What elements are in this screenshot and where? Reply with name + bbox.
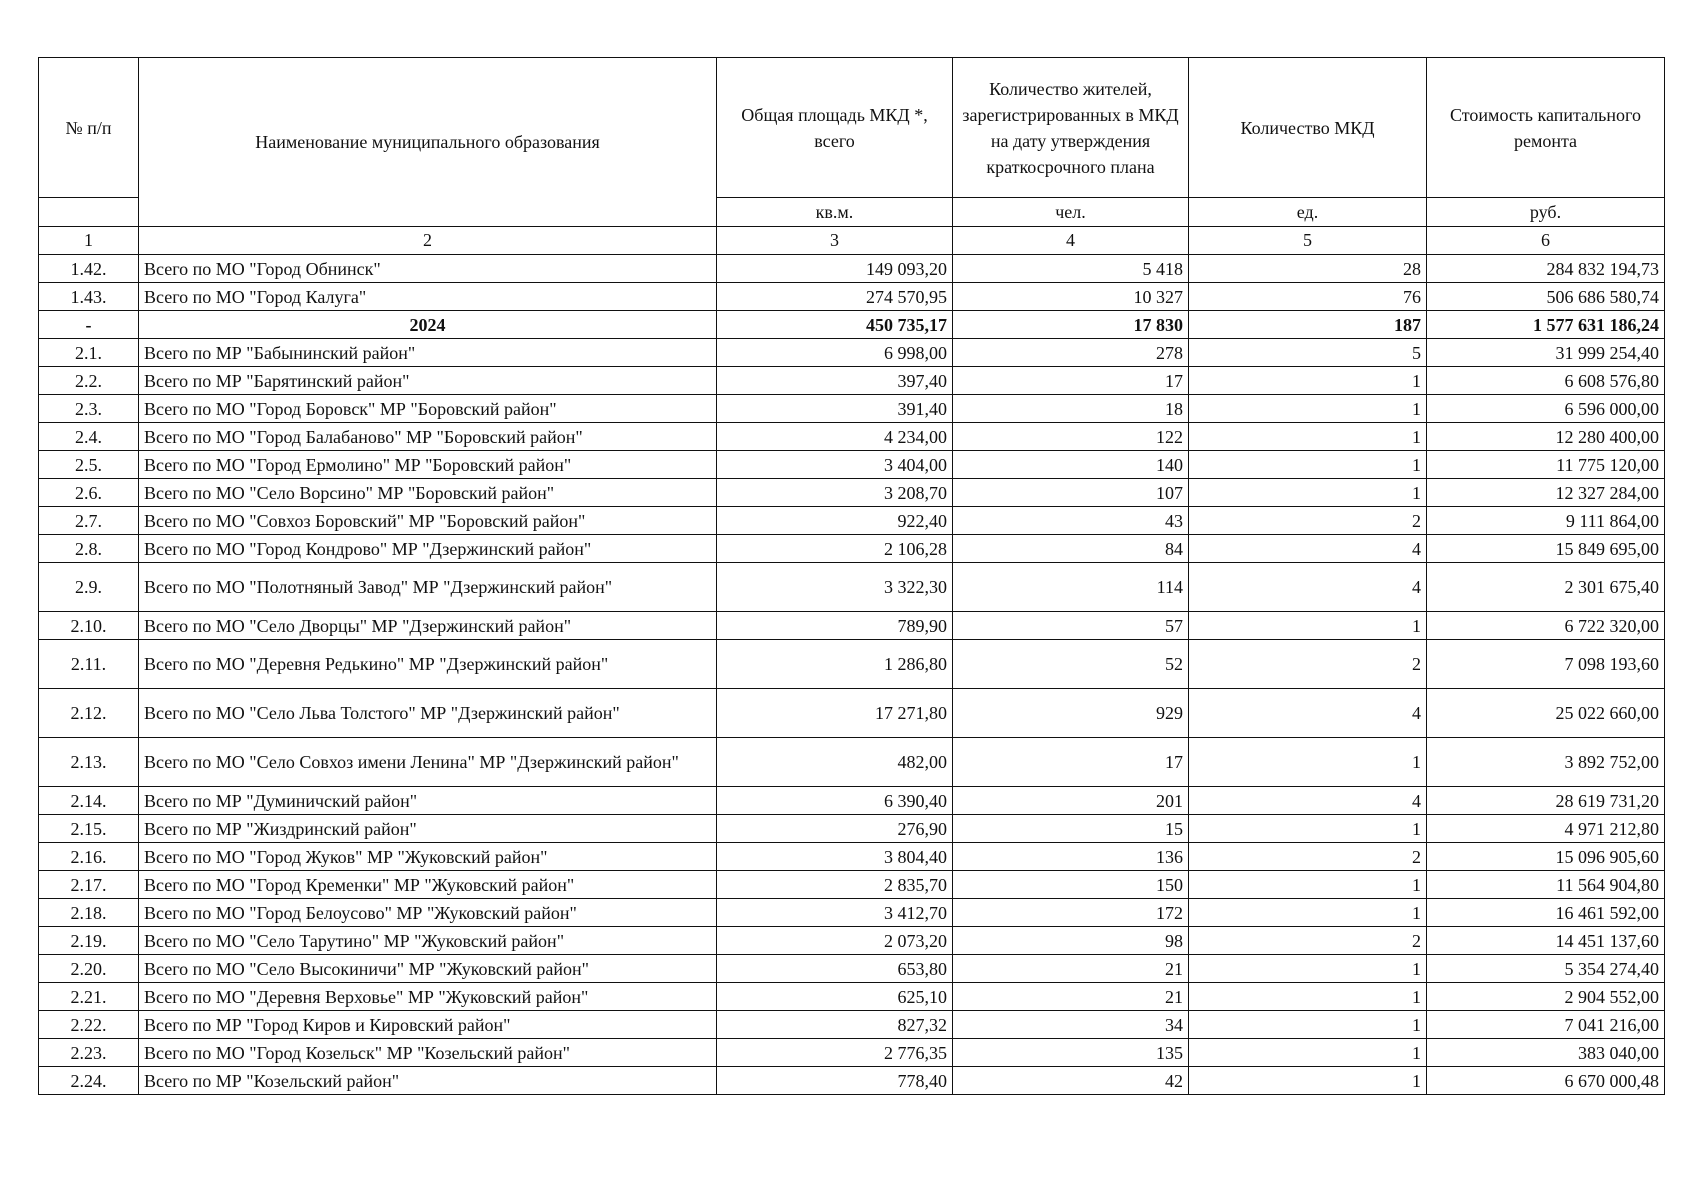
total-area: 3 404,00 [717, 451, 953, 479]
residents-count: 140 [953, 451, 1189, 479]
residents-count: 135 [953, 1039, 1189, 1067]
table-row [39, 535, 1665, 563]
repair-cost: 6 722 320,00 [1427, 612, 1665, 640]
table-row [39, 689, 1665, 738]
residents-count: 42 [953, 1067, 1189, 1095]
municipality-name: Всего по МО "Деревня Верховье" МР "Жуковский район" [139, 983, 717, 1011]
municipality-name: Всего по МО "Город Козельск" МР "Козельский район" [139, 1039, 717, 1067]
unit-cell-empty [39, 198, 139, 227]
column-number: 1 [39, 227, 139, 255]
repair-cost: 31 999 254,40 [1427, 339, 1665, 367]
total-area: 2 073,20 [717, 927, 953, 955]
building-count: 1 [1189, 1067, 1427, 1095]
total-area: 4 234,00 [717, 423, 953, 451]
row-number: 2.8. [39, 535, 139, 563]
unit-area: кв.м. [717, 198, 953, 227]
municipality-name: Всего по МО "Деревня Редькино" МР "Дзержинский район" [139, 640, 717, 689]
building-count: 4 [1189, 787, 1427, 815]
residents-count: 84 [953, 535, 1189, 563]
total-area: 17 271,80 [717, 689, 953, 738]
row-number: 2.2. [39, 367, 139, 395]
repair-cost: 2 301 675,40 [1427, 563, 1665, 612]
header-repair-cost: Стоимость капитального ремонта [1427, 58, 1665, 198]
repair-cost: 12 327 284,00 [1427, 479, 1665, 507]
repair-cost: 1 577 631 186,24 [1427, 311, 1665, 339]
table-row [39, 1039, 1665, 1067]
repair-cost: 14 451 137,60 [1427, 927, 1665, 955]
table-row [39, 787, 1665, 815]
row-number: 2.18. [39, 899, 139, 927]
municipality-name: Всего по МО "Город Балабаново" МР "Боровский район" [139, 423, 717, 451]
total-area: 789,90 [717, 612, 953, 640]
residents-count: 98 [953, 927, 1189, 955]
total-area: 397,40 [717, 367, 953, 395]
repair-cost: 16 461 592,00 [1427, 899, 1665, 927]
repair-cost: 4 971 212,80 [1427, 815, 1665, 843]
municipality-name: Всего по МО "Село Тарутино" МР "Жуковский район" [139, 927, 717, 955]
repair-cost: 5 354 274,40 [1427, 955, 1665, 983]
municipality-name: Всего по МО "Село Совхоз имени Ленина" МР "Дзержинский район" [139, 738, 717, 787]
municipality-name: Всего по МО "Город Обнинск" [139, 255, 717, 283]
municipality-name: Всего по МО "Город Ермолино" МР "Боровский район" [139, 451, 717, 479]
table-row [39, 612, 1665, 640]
table-row [39, 395, 1665, 423]
table-row [39, 871, 1665, 899]
municipality-name: 2024 [139, 311, 717, 339]
row-number: 2.19. [39, 927, 139, 955]
building-count: 2 [1189, 507, 1427, 535]
row-number: 2.16. [39, 843, 139, 871]
total-area: 922,40 [717, 507, 953, 535]
repair-cost: 383 040,00 [1427, 1039, 1665, 1067]
municipality-name: Всего по МР "Жиздринский район" [139, 815, 717, 843]
table-row [39, 983, 1665, 1011]
residents-count: 57 [953, 612, 1189, 640]
building-count: 5 [1189, 339, 1427, 367]
municipality-name: Всего по МР "Думиничский район" [139, 787, 717, 815]
residents-count: 18 [953, 395, 1189, 423]
building-count: 76 [1189, 283, 1427, 311]
residents-count: 929 [953, 689, 1189, 738]
total-area: 827,32 [717, 1011, 953, 1039]
building-count: 187 [1189, 311, 1427, 339]
building-count: 1 [1189, 612, 1427, 640]
municipality-name: Всего по МО "Село Льва Толстого" МР "Дзержинский район" [139, 689, 717, 738]
building-count: 1 [1189, 871, 1427, 899]
repair-cost: 3 892 752,00 [1427, 738, 1665, 787]
table-row [39, 507, 1665, 535]
header-residents: Количество жителей, зарегистрированных в МКД на дату утверждения краткосрочного плана [953, 58, 1189, 198]
total-area: 274 570,95 [717, 283, 953, 311]
building-count: 1 [1189, 451, 1427, 479]
table-row [39, 1011, 1665, 1039]
repair-cost: 6 670 000,48 [1427, 1067, 1665, 1095]
total-area: 2 776,35 [717, 1039, 953, 1067]
municipality-name: Всего по МО "Совхоз Боровский" МР "Боровский район" [139, 507, 717, 535]
total-area: 450 735,17 [717, 311, 953, 339]
repair-cost: 25 022 660,00 [1427, 689, 1665, 738]
repair-cost: 28 619 731,20 [1427, 787, 1665, 815]
total-area: 149 093,20 [717, 255, 953, 283]
municipality-name: Всего по МО "Село Высокиничи" МР "Жуковский район" [139, 955, 717, 983]
table-row [39, 311, 1665, 339]
row-number: 2.5. [39, 451, 139, 479]
column-number: 4 [953, 227, 1189, 255]
municipality-name: Всего по МР "Козельский район" [139, 1067, 717, 1095]
municipality-name: Всего по МР "Барятинский район" [139, 367, 717, 395]
table-row [39, 899, 1665, 927]
building-count: 1 [1189, 367, 1427, 395]
residents-count: 21 [953, 955, 1189, 983]
total-area: 3 208,70 [717, 479, 953, 507]
table-row [39, 927, 1665, 955]
row-number: 2.6. [39, 479, 139, 507]
row-number: 1.42. [39, 255, 139, 283]
total-area: 6 390,40 [717, 787, 953, 815]
repair-cost: 9 111 864,00 [1427, 507, 1665, 535]
capital-repair-plan-table [38, 57, 1665, 1095]
total-area: 276,90 [717, 815, 953, 843]
municipality-name: Всего по МО "Город Белоусово" МР "Жуковский район" [139, 899, 717, 927]
total-area: 482,00 [717, 738, 953, 787]
table-row [39, 451, 1665, 479]
total-area: 3 322,30 [717, 563, 953, 612]
repair-cost: 15 849 695,00 [1427, 535, 1665, 563]
residents-count: 136 [953, 843, 1189, 871]
row-number: 1.43. [39, 283, 139, 311]
building-count: 1 [1189, 815, 1427, 843]
row-number: 2.7. [39, 507, 139, 535]
repair-cost: 11 564 904,80 [1427, 871, 1665, 899]
building-count: 4 [1189, 535, 1427, 563]
total-area: 625,10 [717, 983, 953, 1011]
municipality-name: Всего по МО "Город Кременки" МР "Жуковский район" [139, 871, 717, 899]
building-count: 2 [1189, 843, 1427, 871]
residents-count: 5 418 [953, 255, 1189, 283]
residents-count: 17 [953, 367, 1189, 395]
table-row [39, 640, 1665, 689]
column-number: 6 [1427, 227, 1665, 255]
repair-cost: 7 041 216,00 [1427, 1011, 1665, 1039]
row-number: 2.17. [39, 871, 139, 899]
table-row [39, 283, 1665, 311]
repair-cost: 15 096 905,60 [1427, 843, 1665, 871]
table-row [39, 843, 1665, 871]
building-count: 4 [1189, 689, 1427, 738]
total-area: 3 804,40 [717, 843, 953, 871]
row-number: 2.21. [39, 983, 139, 1011]
unit-residents: чел. [953, 198, 1189, 227]
repair-cost: 11 775 120,00 [1427, 451, 1665, 479]
header-building-count: Количество МКД [1189, 58, 1427, 198]
row-number: 2.12. [39, 689, 139, 738]
building-count: 1 [1189, 395, 1427, 423]
row-number: 2.14. [39, 787, 139, 815]
table-row [39, 423, 1665, 451]
total-area: 6 998,00 [717, 339, 953, 367]
repair-cost: 6 596 000,00 [1427, 395, 1665, 423]
residents-count: 10 327 [953, 283, 1189, 311]
unit-cost: руб. [1427, 198, 1665, 227]
row-number: 2.9. [39, 563, 139, 612]
total-area: 778,40 [717, 1067, 953, 1095]
table-row [39, 479, 1665, 507]
residents-count: 17 [953, 738, 1189, 787]
municipality-name: Всего по МР "Бабынинский район" [139, 339, 717, 367]
row-number: 2.24. [39, 1067, 139, 1095]
municipality-name: Всего по МО "Город Боровск" МР "Боровский район" [139, 395, 717, 423]
table-row [39, 738, 1665, 787]
repair-cost: 12 280 400,00 [1427, 423, 1665, 451]
row-number: 2.20. [39, 955, 139, 983]
residents-count: 43 [953, 507, 1189, 535]
row-number: 2.10. [39, 612, 139, 640]
row-number: 2.13. [39, 738, 139, 787]
table-row [39, 563, 1665, 612]
table-row [39, 339, 1665, 367]
building-count: 1 [1189, 1039, 1427, 1067]
building-count: 1 [1189, 423, 1427, 451]
row-number: 2.15. [39, 815, 139, 843]
column-number: 5 [1189, 227, 1427, 255]
repair-cost: 506 686 580,74 [1427, 283, 1665, 311]
residents-count: 278 [953, 339, 1189, 367]
building-count: 4 [1189, 563, 1427, 612]
building-count: 1 [1189, 955, 1427, 983]
residents-count: 15 [953, 815, 1189, 843]
row-number: 2.4. [39, 423, 139, 451]
residents-count: 114 [953, 563, 1189, 612]
row-number: 2.1. [39, 339, 139, 367]
header-municipality-name: Наименование муниципального образования [139, 58, 717, 227]
building-count: 1 [1189, 899, 1427, 927]
municipality-name: Всего по МО "Село Дворцы" МР "Дзержинский район" [139, 612, 717, 640]
residents-count: 52 [953, 640, 1189, 689]
table-row [39, 815, 1665, 843]
row-number: - [39, 311, 139, 339]
residents-count: 122 [953, 423, 1189, 451]
building-count: 1 [1189, 1011, 1427, 1039]
building-count: 1 [1189, 479, 1427, 507]
total-area: 391,40 [717, 395, 953, 423]
total-area: 2 106,28 [717, 535, 953, 563]
building-count: 2 [1189, 640, 1427, 689]
total-area: 653,80 [717, 955, 953, 983]
residents-count: 172 [953, 899, 1189, 927]
header-row-number: № п/п [39, 58, 139, 198]
row-number: 2.11. [39, 640, 139, 689]
table-row [39, 1067, 1665, 1095]
repair-cost: 6 608 576,80 [1427, 367, 1665, 395]
row-number: 2.3. [39, 395, 139, 423]
row-number: 2.23. [39, 1039, 139, 1067]
column-number: 3 [717, 227, 953, 255]
repair-cost: 284 832 194,73 [1427, 255, 1665, 283]
residents-count: 107 [953, 479, 1189, 507]
unit-count: ед. [1189, 198, 1427, 227]
building-count: 1 [1189, 983, 1427, 1011]
column-number: 2 [139, 227, 717, 255]
repair-cost: 7 098 193,60 [1427, 640, 1665, 689]
building-count: 28 [1189, 255, 1427, 283]
municipality-name: Всего по МО "Город Жуков" МР "Жуковский район" [139, 843, 717, 871]
municipality-name: Всего по МО "Город Калуга" [139, 283, 717, 311]
total-area: 3 412,70 [717, 899, 953, 927]
residents-count: 34 [953, 1011, 1189, 1039]
table-row [39, 255, 1665, 283]
residents-count: 201 [953, 787, 1189, 815]
municipality-name: Всего по МР "Город Киров и Кировский район" [139, 1011, 717, 1039]
total-area: 2 835,70 [717, 871, 953, 899]
building-count: 1 [1189, 738, 1427, 787]
repair-cost: 2 904 552,00 [1427, 983, 1665, 1011]
header-total-area: Общая площадь МКД *, всего [717, 58, 953, 198]
residents-count: 17 830 [953, 311, 1189, 339]
residents-count: 150 [953, 871, 1189, 899]
row-number: 2.22. [39, 1011, 139, 1039]
municipality-name: Всего по МО "Село Ворсино" МР "Боровский район" [139, 479, 717, 507]
municipality-name: Всего по МО "Город Кондрово" МР "Дзержинский район" [139, 535, 717, 563]
total-area: 1 286,80 [717, 640, 953, 689]
building-count: 2 [1189, 927, 1427, 955]
table-row [39, 367, 1665, 395]
residents-count: 21 [953, 983, 1189, 1011]
municipality-name: Всего по МО "Полотняный Завод" МР "Дзержинский район" [139, 563, 717, 612]
table-body [39, 255, 1665, 1095]
table-row [39, 955, 1665, 983]
